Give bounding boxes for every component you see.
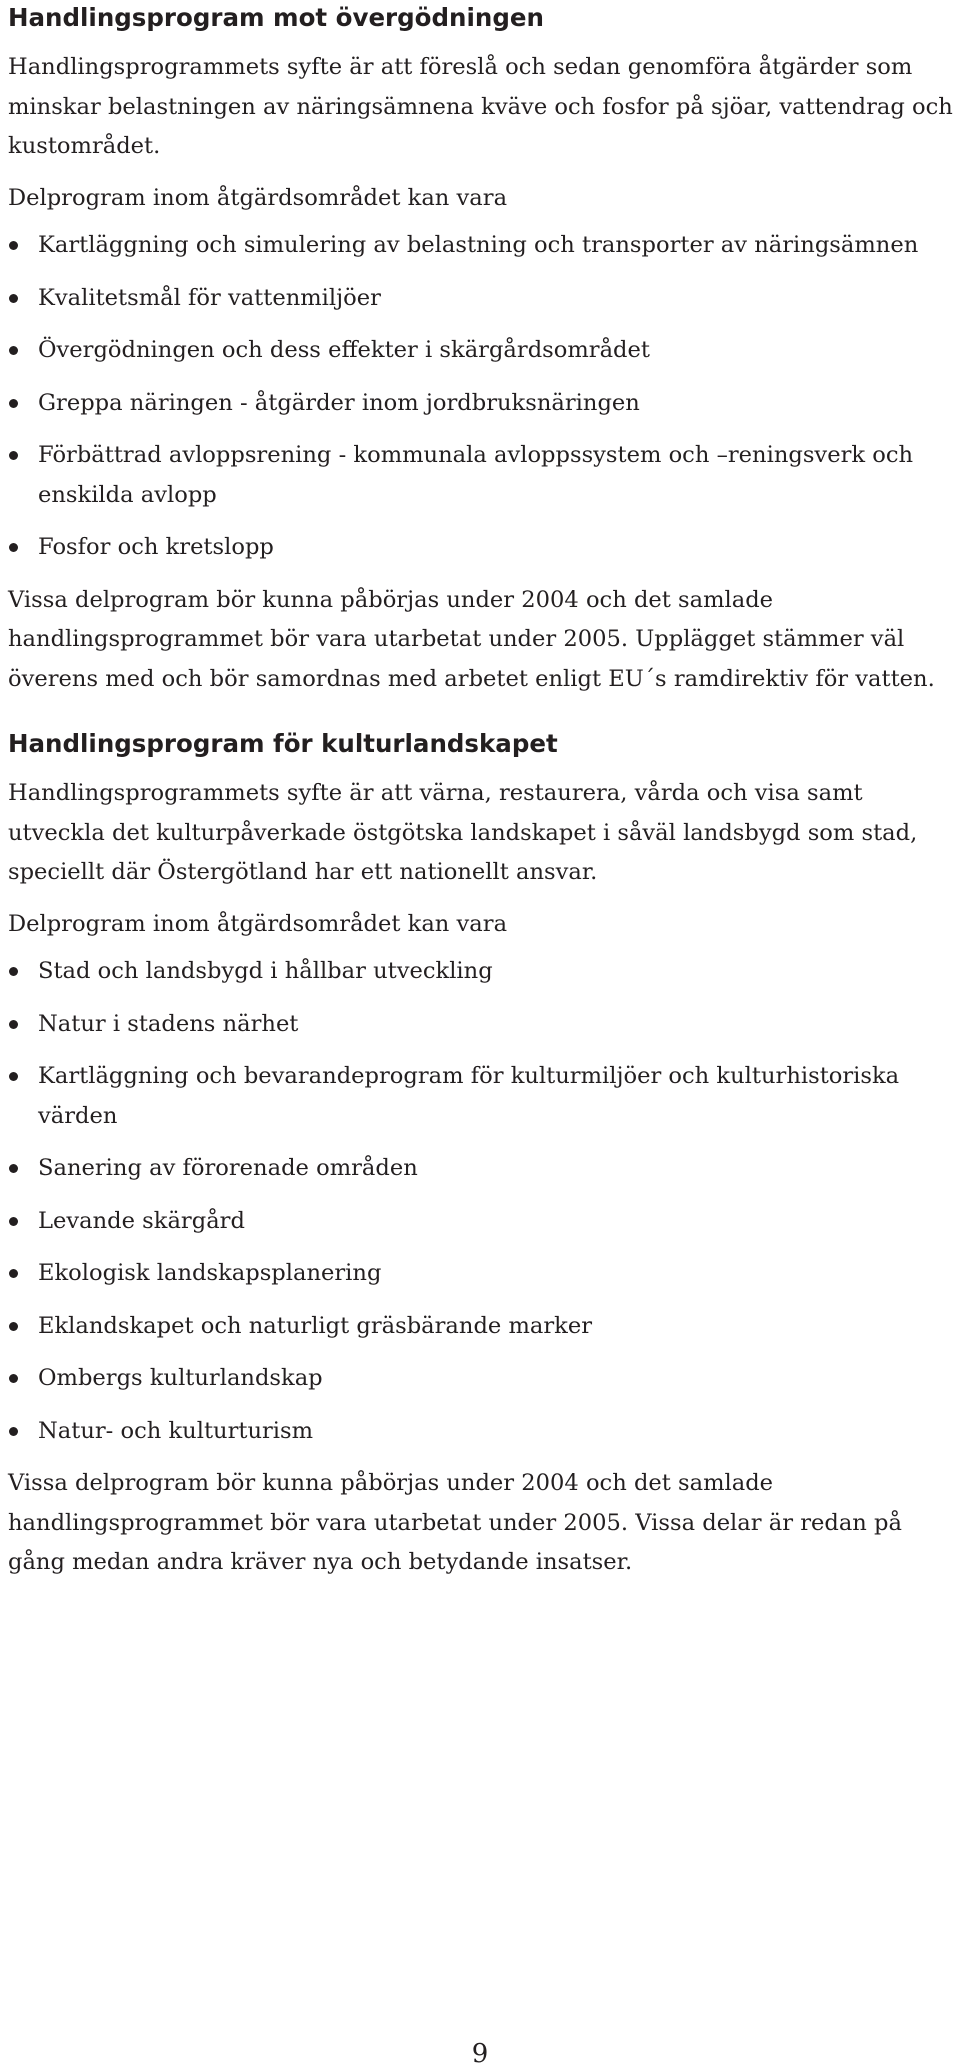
subprogram-lead-text: Delprogram inom åtgärdsområdet kan vara <box>8 910 508 937</box>
bullet-icon <box>9 967 18 976</box>
list-item <box>8 1359 956 1399</box>
list-item <box>8 528 956 568</box>
page-number: 9 <box>471 2039 489 2069</box>
list-item <box>8 384 956 424</box>
list-item-text: Kvalitetsmål för vattenmiljöer <box>38 284 381 311</box>
list-item-text: Natur i stadens närhet <box>38 1010 299 1037</box>
bullet-icon <box>9 1072 18 1081</box>
bullet-icon <box>9 1217 18 1226</box>
list-item <box>8 1057 956 1136</box>
list-item <box>8 1005 956 1045</box>
list-item <box>8 1307 956 1347</box>
bullet-icon <box>9 543 18 552</box>
subprogram-list <box>8 226 956 568</box>
list-item-text: Levande skärgård <box>38 1207 245 1234</box>
section-intro-paragraph: Handlingsprogrammets syfte är att föreslå och sedan genomföra åtgärder som minskar belastningen av näringsämnena kväve och fosfor på sjöar, vattendrag och kustområdet. <box>8 54 953 159</box>
list-item <box>8 436 956 515</box>
list-item <box>8 279 956 319</box>
list-item <box>8 952 956 992</box>
list-item-text: Övergödningen och dess effekter i skärgårdsområdet <box>38 337 650 363</box>
bullet-icon <box>9 241 18 250</box>
subprogram-list <box>8 952 956 1451</box>
list-item <box>8 1149 956 1189</box>
list-item <box>8 1412 956 1452</box>
list-item-text: Fosfor och kretslopp <box>38 534 274 560</box>
list-item <box>8 226 956 266</box>
list-item-text: Eklandskapet och naturligt gräsbärande marker <box>38 1312 593 1339</box>
list-item-text: Greppa näringen - åtgärder inom jordbruksnäringen <box>38 389 640 416</box>
list-item-text: Sanering av förorenade områden <box>38 1155 418 1181</box>
list-item-text: Stad och landsbygd i hållbar utveckling <box>38 958 493 984</box>
section-heading-kulturlandskap: Handlingsprogram för kulturlandskapet <box>8 729 558 758</box>
list-item <box>8 1254 956 1294</box>
bullet-icon <box>9 1164 18 1173</box>
bullet-icon <box>9 451 18 460</box>
section-closing-paragraph: Vissa delprogram bör kunna påbörjas under 2004 och det samlade handlingsprogrammet bör vara utarbetat under 2005. Vissa delar är redan på gång medan andra kräver nya och betydande insatser. <box>8 1470 902 1575</box>
list-item-text: Natur- och kulturturism <box>38 1417 314 1444</box>
list-item <box>8 331 956 371</box>
bullet-icon <box>9 1374 18 1383</box>
bullet-icon <box>9 1427 18 1436</box>
list-item-text: Kartläggning och bevarandeprogram för kulturmiljöer och kulturhistoriska värden <box>38 1063 900 1129</box>
bullet-icon <box>9 399 18 408</box>
list-item-text: Förbättrad avloppsrening - kommunala avloppssystem och –reningsverk och enskilda avlopp <box>38 442 914 508</box>
bullet-icon <box>9 1322 18 1331</box>
section-heading-overgodning: Handlingsprogram mot övergödningen <box>8 3 544 32</box>
document-page <box>8 0 956 1583</box>
bullet-icon <box>9 346 18 355</box>
list-item-text: Ombergs kulturlandskap <box>38 1365 323 1391</box>
section-intro-paragraph: Handlingsprogrammets syfte är att värna, restaurera, vårda och visa samt utveckla det kulturpåverkade östgötska landskapet i såväl landsbygd som stad, speciellt där Östergötland har ett nationellt ansvar. <box>8 780 918 885</box>
bullet-icon <box>9 1269 18 1278</box>
section-closing-paragraph: Vissa delprogram bör kunna påbörjas under 2004 och det samlade handlingsprogrammet bör vara utarbetat under 2005. Upplägget stämmer väl överens med och bör samordnas med arbetet enligt EU´s ramdirektiv för vatten. <box>8 586 935 692</box>
bullet-icon <box>9 294 18 303</box>
bullet-icon <box>9 1020 18 1029</box>
list-item <box>8 1202 956 1242</box>
list-item-text: Ekologisk landskapsplanering <box>38 1260 382 1286</box>
list-item-text: Kartläggning och simulering av belastning och transporter av näringsämnen <box>38 232 919 258</box>
subprogram-lead-text: Delprogram inom åtgärdsområdet kan vara <box>8 184 508 211</box>
